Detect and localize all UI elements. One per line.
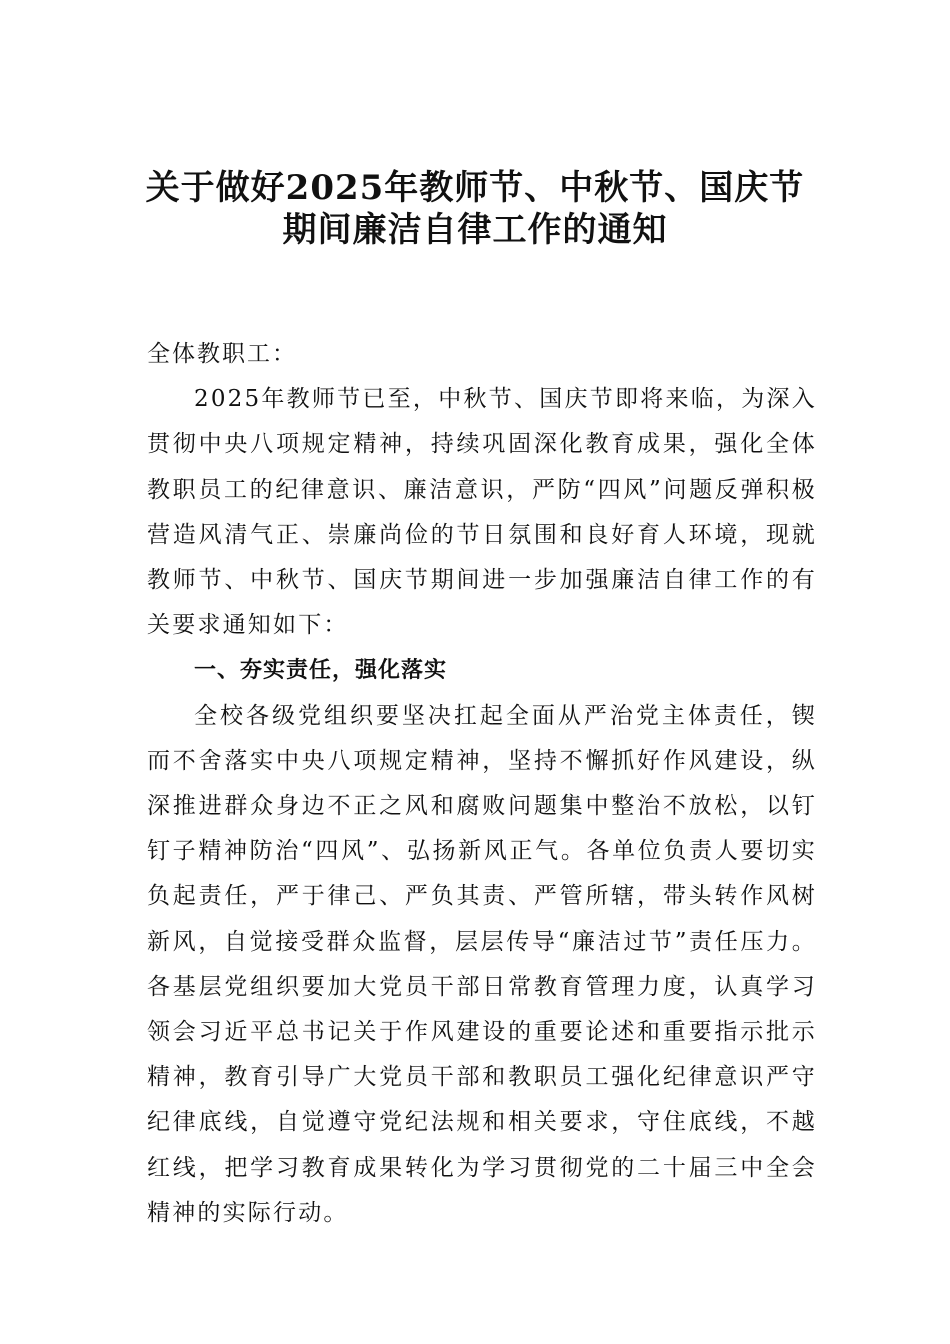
intro-paragraph: 2025年教师节已至，中秋节、国庆节即将来临，为深入贯彻中央八项规定精神，持续巩固深化教育成果，强化全体教职员工的纪律意识、廉洁意识，严防“四风”问题反弹积极营造风清气正、崇廉尚俭的节日氛围和良好育人环境，现就教师节、中秋节、国庆节期间进一步加强廉洁自律工作的有关要求通知如下： bbox=[147, 386, 817, 639]
document-title-line-2: 期间廉洁自律工作的通知 bbox=[282, 210, 668, 250]
section-heading-1: 一、夯实责任，强化落实 bbox=[194, 658, 448, 684]
document-title-line-1: 关于做好2025年教师节、中秋节、国庆节 bbox=[145, 168, 805, 208]
section-1-paragraph: 全校各级党组织要坚决扛起全面从严治党主体责任，锲而不舍落实中央八项规定精神，坚持不懈抓好作风建设，纵深推进群众身边不正之风和腐败问题集中整治不放松，以钉钉子精神防治“四风”、弘扬新风正气。各单位负责人要切实负起责任，严于律己、严负其责、严管所辖，带头转作风树新风，自觉接受群众监督，层层传导“廉洁过节”责任压力。各基层党组织要加大党员干部日常教育管理力度，认真学习领会习近平总书记关于作风建设的重要论述和重要指示批示精神，教育引导广大党员干部和教职员工强化纪律意识严守纪律底线，自觉遵守党纪法规和相关要求，守住底线，不越红线，把学习教育成果转化为学习贯彻党的二十届三中全会精神的实际行动。 bbox=[147, 702, 817, 1226]
document-body bbox=[147, 332, 817, 1236]
salutation: 全体教职工： bbox=[147, 341, 297, 367]
